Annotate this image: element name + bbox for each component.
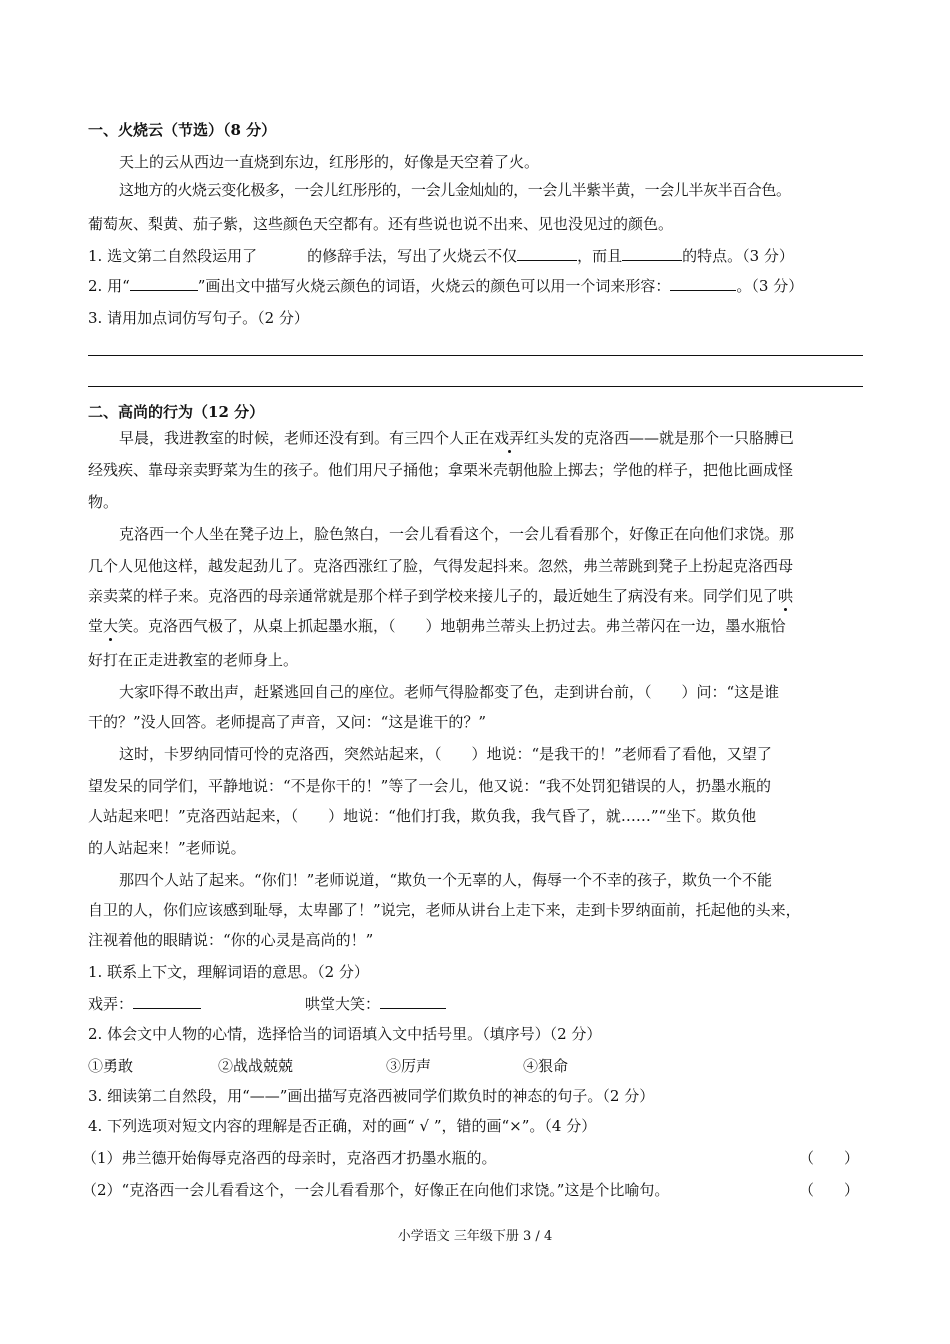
section2-p4-line1: 这时，卡罗纳同情可怜的克洛西，突然站起来，（ ）地说：“是我干的！”老师看了看他，又望了 xyxy=(119,745,772,763)
blank-mark-symbol xyxy=(130,290,198,291)
dotted-word-xinong: 戏弄 xyxy=(494,429,525,447)
judgement-paren-1[interactable]: （ ） xyxy=(799,1149,860,1167)
dotted-char-hong: 哄 xyxy=(778,587,794,605)
section2-p4-line3: 人站起来吧！”克洛西站起来，（ ）地说：“他们打我，欺负我，我气昏了，就……”“坐下。欺负他 xyxy=(88,807,757,825)
answer-line-2[interactable] xyxy=(88,386,863,387)
section2-p2-line4: 堂大笑。克洛西气极了，从桌上抓起墨水瓶，（ ）地朝弗兰蒂头上扔过去。弗兰蒂闪在一边，墨水瓶恰 xyxy=(88,617,786,635)
section2-title: 二、高尚的行为（12 分） xyxy=(88,403,265,421)
section1-question2: 2. 用“ ”画出文中描写火烧云颜色的词语，火烧云的颜色可以用一个词来形容： 。（3 分） xyxy=(88,277,804,295)
blank-feature-2[interactable] xyxy=(622,260,682,261)
section2-p1-line3: 物。 xyxy=(88,493,119,511)
option-1: ①勇敢 xyxy=(88,1057,134,1075)
section2-question2-options xyxy=(88,1056,568,1076)
section2-p4-line2: 望发呆的同学们，平静地说：“不是你干的！”等了一会儿，他又说：“我不处罚犯错误的人，扔墨水瓶的 xyxy=(88,777,772,795)
section2-p2-line3: 亲卖菜的样子来。克洛西的母亲通常就是那个样子到学校来接儿子的，最近她生了病没有来。同学们见了哄 xyxy=(88,587,794,605)
page-footer: 小学语文 三年级下册 3 / 4 xyxy=(397,1229,553,1244)
blank-color-word[interactable] xyxy=(670,290,736,291)
section2-question1-words: 戏弄： 哄堂大笑： xyxy=(88,994,446,1014)
section1-para1: 天上的云从西边一直烧到东边，红彤彤的，好像是天空着了火。 xyxy=(119,153,540,171)
section1-title: 一、火烧云（节选）（8 分） xyxy=(88,121,277,139)
section2-p5-line2: 自卫的人，你们应该感到耻辱，太卑鄙了！”说完，老师从讲台上走下来，走到卡罗纳面前，托起他的头来， xyxy=(88,901,801,919)
section2-p2-line5: 好打在正走进教室的老师身上。 xyxy=(88,651,299,669)
section1-para2-line1: 这地方的火烧云变化极多，一会儿红彤彤的，一会儿金灿灿的，一会儿半紫半黄，一会儿半灰半百合色。 xyxy=(119,181,791,199)
section2-p3-line2: 干的？”没人回答。老师提高了声音，又问：“这是谁干的？” xyxy=(88,713,487,731)
judgement-item-1: （1）弗兰德开始侮辱克洛西的母亲时，克洛西才扔墨水瓶的。 xyxy=(82,1149,497,1167)
section2-question2: 2. 体会文中人物的心情，选择恰当的词语填入文中括号里。（填序号）（2 分） xyxy=(88,1025,602,1043)
section1-para2-line2: 葡萄灰、梨黄、茄子紫，这些颜色天空都有。还有些说也说不出来、见也没见过的颜色。 xyxy=(88,215,674,233)
option-4: ④狠命 xyxy=(523,1057,569,1075)
section2-question3: 3. 细读第二自然段，用“——”画出描写克洛西被同学们欺负时的神态的句子。（2 分） xyxy=(88,1087,655,1105)
blank-hongtang-meaning[interactable] xyxy=(380,1008,446,1009)
section2-question4: 4. 下列选项对短文内容的理解是否正确，对的画“ √ ”，错的画“×”。（4 分） xyxy=(88,1117,597,1135)
judgement-paren-2[interactable]: （ ） xyxy=(799,1181,860,1199)
answer-line-1[interactable] xyxy=(88,355,863,356)
section2-question1: 1. 联系上下文，理解词语的意思。（2 分） xyxy=(88,963,369,981)
section2-p5-line3: 注视着他的眼睛说：“你的心灵是高尚的！” xyxy=(88,931,374,949)
section2-p1-line2: 经残疾、靠母亲卖野菜为生的孩子。他们用尺子捅他；拿栗米壳朝他脸上掷去；学他的样子，把他比画成怪 xyxy=(88,461,794,479)
section2-p2-line1: 克洛西一个人坐在凳子边上，脸色煞白，一会儿看看这个，一会儿看看那个，好像正在向他们求饶。那 xyxy=(119,525,795,543)
dotted-word-hongtangdaxiao: 堂大笑 xyxy=(88,617,134,635)
section2-p5-line1: 那四个人站了起来。“你们！”老师说道，“欺负一个无辜的人，侮辱一个不幸的孩子，欺负一个不能 xyxy=(119,871,773,889)
judgement-item-2: （2）“克洛西一会儿看看这个，一会儿看看那个，好像正在向他们求饶。”这是个比喻句。 xyxy=(82,1181,670,1199)
section2-p1-line1: 早晨，我进教室的时候，老师还没有到。有三四个人正在戏弄红头发的克洛西——就是那个一只胳膊已 xyxy=(119,429,795,447)
section1-question3: 3. 请用加点词仿写句子。（2 分） xyxy=(88,309,309,327)
section2-p4-line4: 的人站起来！”老师说。 xyxy=(88,839,246,857)
option-3: ③厉声 xyxy=(386,1057,432,1075)
section2-p3-line1: 大家吓得不敢出声，赶紧逃回自己的座位。老师气得脸都变了色，走到讲台前，（ ）问：“这是谁 xyxy=(119,683,780,701)
blank-feature-1[interactable] xyxy=(517,260,577,261)
option-2: ②战战兢兢 xyxy=(218,1057,294,1075)
blank-xinong-meaning[interactable] xyxy=(133,1008,201,1009)
section1-question1: 1. 选文第二自然段运用了 的修辞手法，写出了火烧云不仅 ，而且 的特点。（3 分） xyxy=(88,247,794,265)
section2-p2-line2: 几个人见他这样，越发起劲儿了。克洛西涨红了脸，气得发起抖来。忽然，弗兰蒂跳到凳子上扮起克洛西母 xyxy=(88,557,794,575)
